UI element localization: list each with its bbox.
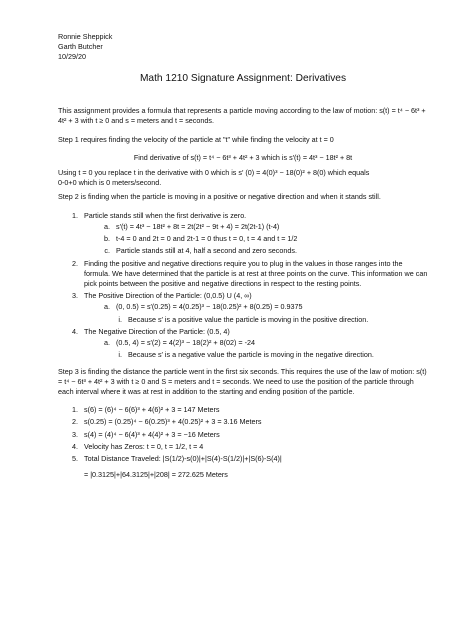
date: 10/29/20: [58, 52, 86, 62]
list-item: c. Particle stands still at 4, half a second and zero seconds.: [112, 246, 428, 256]
sub-list: [84, 222, 428, 257]
list-item: [80, 211, 428, 257]
author-name: Garth Butcher: [58, 42, 103, 52]
sub-sub-list: [84, 350, 428, 360]
author-name: Ronnie Sheppick: [58, 32, 113, 41]
step1-formula: Find derivative of s(t) = t⁴ − 6t³ + 4t² + 3 which is s′(t) = 4t³ − 18t² + 8t: [133, 152, 353, 162]
list-item: [80, 291, 428, 325]
sub-sub-list: [84, 315, 428, 325]
step3-total: = |0.3125|+|64.3125|+|208| = 272.625 Meters: [84, 470, 228, 480]
intro-paragraph: This assignment provides a formula that represents a particle moving according to the law of motion: s(t) = t⁴ − 6t³ + 4t² + 3 with t ≥ 0 and s = meters and t = seconds.: [58, 106, 426, 126]
list-item-label: The Positive Direction of the Particle: (0,0.5) U (4, ∞): [84, 291, 252, 301]
step1-result: 0-0+0 which is 0 meters/second.: [58, 178, 162, 188]
page-title: Math 1210 Signature Assignment: Derivatives: [139, 72, 347, 84]
step2-list: [58, 211, 428, 361]
list-item: 5. Total Distance Traveled: |S(1/2)-s(0)|+|S(4)-S(1/2)|+|S(6)-S(4)|: [80, 454, 428, 464]
list-item: 4. Velocity has Zeros: t = 0, t = 1/2, t = 4: [80, 442, 428, 452]
step1-using: [58, 168, 428, 188]
list-item: a. (0.5, 4) = s′(2) = 4(2)³ − 18(2)² + 8(02) = -24: [112, 338, 428, 348]
list-item-label: Particle stands still when the first derivative is zero.: [84, 210, 247, 220]
sub-list: [84, 338, 428, 348]
header-block: [58, 32, 428, 63]
step2-text: Step 2 is finding when the particle is moving in a positive or negative direction and when it stands still.: [58, 192, 381, 202]
step1-text: Step 1 requires finding the velocity of the particle at "t" while finding the velocity at t = 0: [58, 134, 334, 144]
list-item: i. Because s′ is a negative value the particle is moving in the negative direction.: [124, 350, 428, 360]
step3-list: [58, 405, 428, 464]
list-item: a. (0, 0.5) = s′(0.25) = 4(0.25)³ − 18(0.25)² + 8(0.25) = 0.9375: [112, 302, 428, 312]
sub-list: [84, 302, 428, 312]
list-item-label: The Negative Direction of the Particle: (0.5, 4): [84, 326, 230, 336]
step1-using-line: Using t = 0 you replace t in the derivative with 0 which is s′ (0) = 4(0)³ − 18(0)² + 8(0) which equals: [58, 168, 370, 178]
list-item: i. Because s′ is a positive value the particle is moving in the positive direction.: [124, 315, 428, 325]
list-item: [80, 327, 428, 361]
list-item: a. s′(t) = 4t³ − 18t² + 8t = 2t(2t² − 9t + 4) = 2t(2t-1) (t-4): [112, 222, 428, 232]
list-item: b. t-4 = 0 and 2t = 0 and 2t-1 = 0 thus t = 0, t = 4 and t = 1/2: [112, 234, 428, 244]
list-item: 2. s(0.25) = (0.25)⁴ − 6(0.25)³ + 4(0.25)² + 3 = 3.16 Meters: [80, 417, 428, 427]
list-item: [80, 259, 428, 290]
list-item: 3. s(4) = (4)⁴ − 6(4)³ + 4(4)² + 3 = −16 Meters: [80, 430, 428, 440]
step3-text: Step 3 is finding the distance the particle went in the first six seconds. This requires the use of the law of motion: s(t) = t⁴ − 6t³ + 4t² + 3 with t ≥ 0 and S = meters and t = seconds. We need to use the position of the particle through each interval where it was at rest in addition to the starting and ending position of the particle.: [58, 366, 427, 396]
list-item: 1. s(6) = (6)⁴ − 6(6)³ + 4(6)² + 3 = 147 Meters: [80, 405, 428, 415]
list-item-label: Finding the positive and negative directions require you to plug in the values in those ranges into the formula. We have determined that the particle is at rest at three points on the curve. This information we can pick points between the positive and negative directions in respect to the resting points.: [84, 258, 428, 288]
